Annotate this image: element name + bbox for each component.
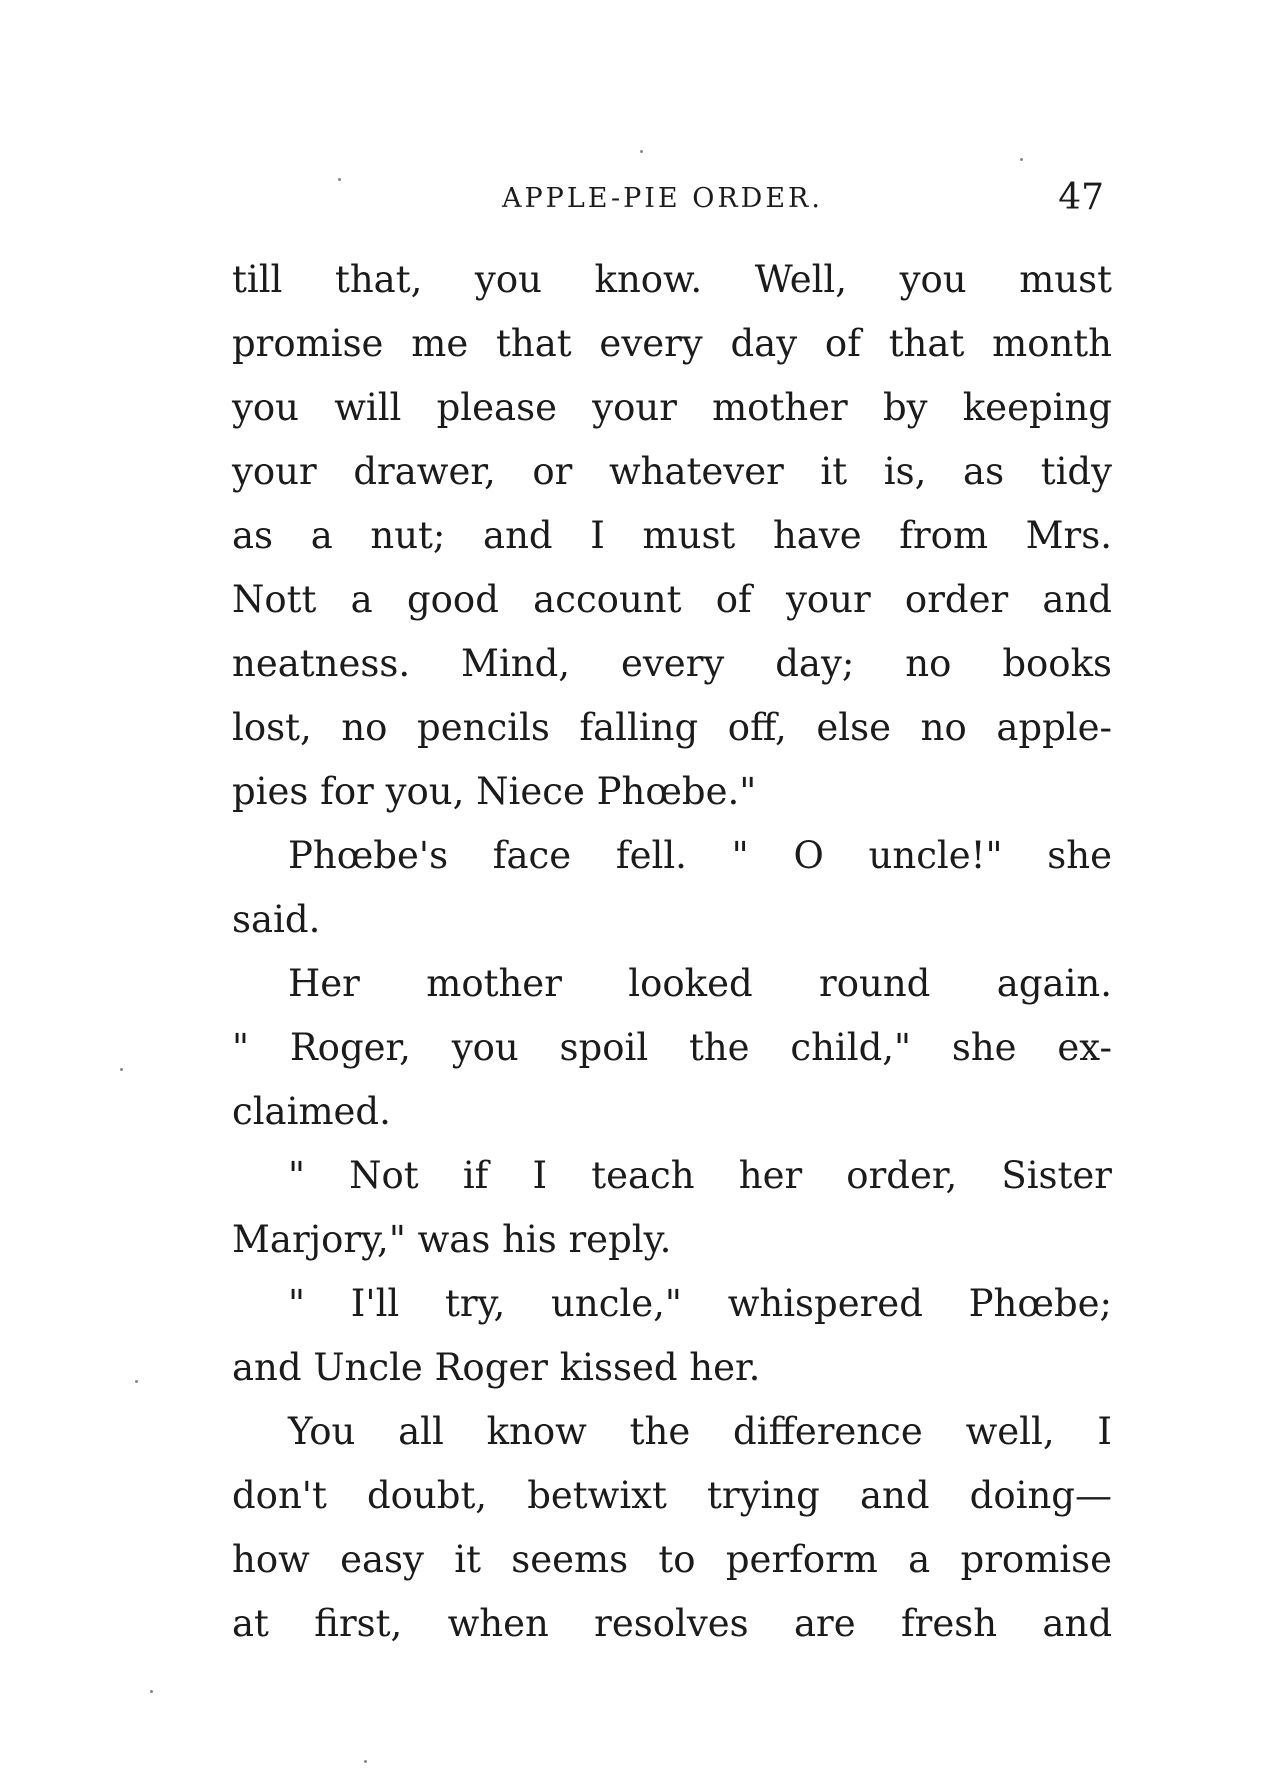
text-line: " Roger, you spoil the child," she ex- [232, 1026, 1112, 1069]
print-speck [150, 1690, 153, 1693]
text-line: how easy it seems to perform a promise [232, 1538, 1112, 1581]
paragraph-start-line: Phœbe's face fell. " O uncle!" she [288, 834, 1112, 877]
paragraph-start-line: " Not if I teach her order, Sister [288, 1154, 1112, 1197]
text-line: claimed. [232, 1090, 391, 1133]
print-speck [135, 1380, 138, 1383]
text-line: till that, you know. Well, you must [232, 258, 1112, 301]
text-line: at first, when resolves are fresh and [232, 1602, 1112, 1645]
page-number: 47 [1058, 177, 1104, 218]
text-line: as a nut; and I must have from Mrs. [232, 514, 1112, 557]
print-speck [338, 178, 341, 181]
text-line: and Uncle Roger kissed her. [232, 1346, 761, 1389]
paragraph-start-line: " I'll try, uncle," whispered Phœbe; [288, 1282, 1112, 1325]
print-speck [120, 1068, 123, 1071]
text-line: lost, no pencils falling off, else no apple- [232, 706, 1112, 749]
paragraph-start-line: Her mother looked round again. [288, 962, 1112, 1005]
text-line: you will please your mother by keeping [232, 386, 1112, 429]
text-line: promise me that every day of that month [232, 322, 1112, 365]
body-text [232, 248, 1112, 1656]
print-speck [364, 1760, 367, 1763]
text-line: your drawer, or whatever it is, as tidy [232, 450, 1112, 493]
running-title: APPLE-PIE ORDER. [502, 183, 823, 214]
text-line: Marjory," was his reply. [232, 1218, 672, 1261]
text-line: neatness. Mind, every day; no books [232, 642, 1112, 685]
text-line: said. [232, 898, 321, 941]
print-speck [640, 150, 643, 153]
text-line: don't doubt, betwixt trying and doing— [232, 1474, 1112, 1517]
running-header [232, 177, 1110, 223]
paragraph-start-line: You all know the difference well, I [288, 1410, 1112, 1453]
print-speck [1020, 158, 1023, 161]
text-line: pies for you, Niece Phœbe." [232, 770, 757, 813]
text-line: Nott a good account of your order and [232, 578, 1112, 621]
